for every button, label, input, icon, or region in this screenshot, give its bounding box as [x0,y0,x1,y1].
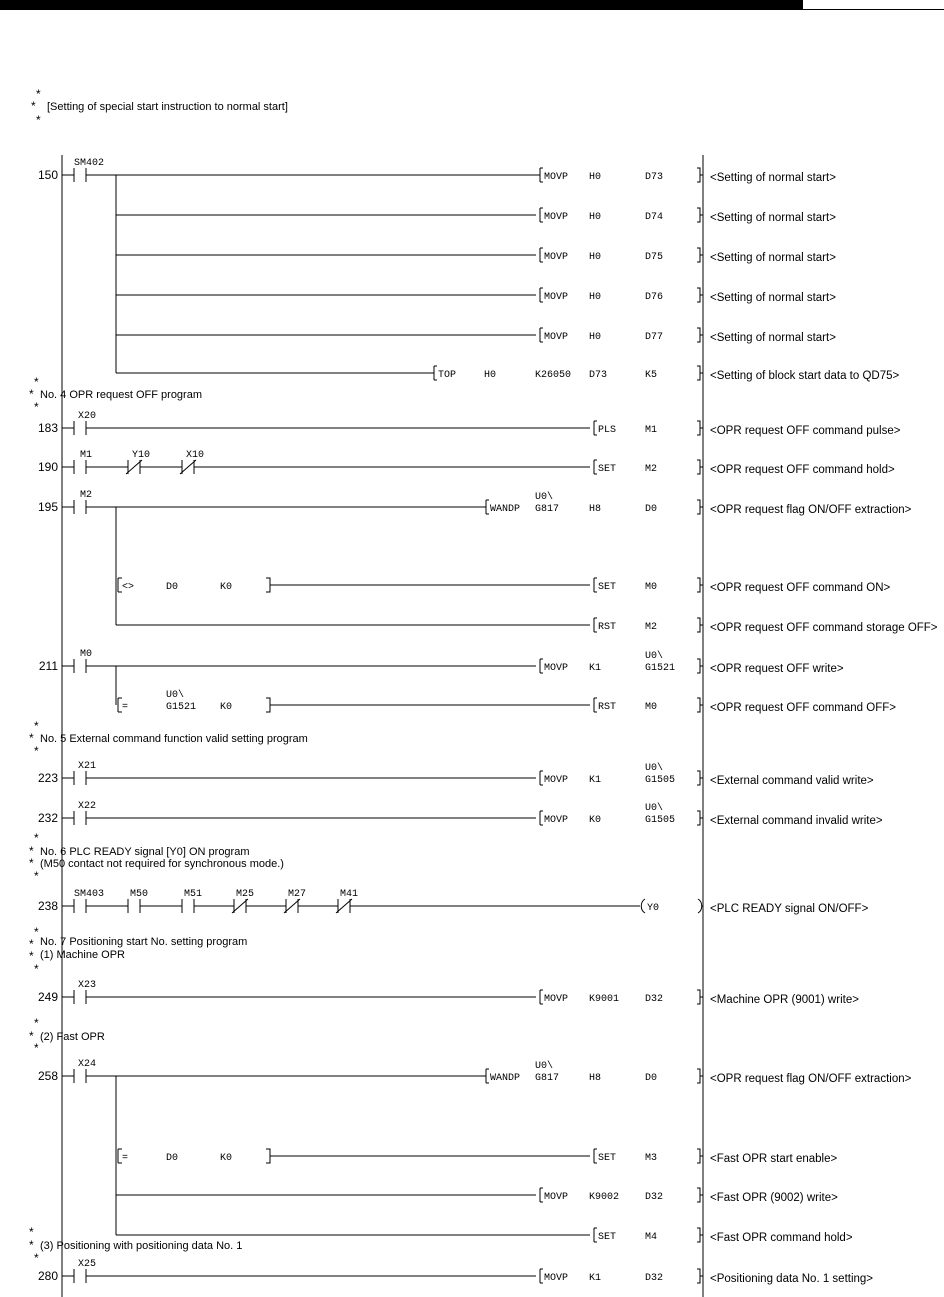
svg-text:RST: RST [598,702,617,713]
svg-text:*: * [34,1251,39,1265]
contact-label: X22 [78,801,97,812]
svg-text:*: * [29,731,34,745]
svg-text:D76: D76 [645,292,664,303]
svg-text:*: * [34,744,39,758]
svg-text:K0: K0 [589,815,602,826]
svg-text:D75: D75 [645,252,664,263]
svg-text:TOP: TOP [438,370,457,381]
svg-text:D73: D73 [645,172,664,183]
svg-text:M3: M3 [645,1153,658,1164]
svg-text:*: * [36,87,41,101]
no-contact [74,168,86,182]
contact-label: Y10 [132,450,151,461]
svg-text:D32: D32 [645,994,664,1005]
svg-text:K0: K0 [220,702,233,713]
svg-text:M2: M2 [645,622,658,633]
svg-text:D0: D0 [166,582,179,593]
svg-text:K1: K1 [589,775,602,786]
svg-text:*: * [34,1016,39,1030]
svg-text:M1: M1 [645,425,658,436]
svg-text:K0: K0 [220,1153,233,1164]
step-number: 211 [38,659,58,673]
comment-text: (1) Machine OPR [40,949,125,961]
contact-label: SM403 [74,889,105,900]
instruction-block [540,288,836,304]
instruction-block [540,208,836,224]
svg-text:G1521: G1521 [645,663,676,674]
instruction-block [594,698,896,714]
contact-label: M27 [288,889,307,900]
contact-label: M25 [236,889,255,900]
svg-text:WANDP: WANDP [490,1073,521,1084]
instruction-block [540,248,836,264]
contact-label: X25 [78,1259,97,1270]
no-contact [74,659,86,673]
no-contact [74,500,86,514]
svg-text:<OPR request OFF command ON>: <OPR request OFF command ON> [710,582,891,594]
svg-text:<Fast OPR (9002) write>: <Fast OPR (9002) write> [710,1192,838,1204]
svg-text:<External command valid write>: <External command valid write> [710,775,874,787]
nc-contact [284,899,300,913]
step-number: 280 [37,1269,58,1283]
contact-labels [74,158,358,1270]
no-contact [182,899,194,913]
instruction-block [540,650,844,675]
svg-text:U0\: U0\ [645,651,664,662]
instruction-block [540,762,874,787]
svg-text:G817: G817 [535,1073,560,1084]
svg-text:=: = [122,702,129,713]
contact-label: X10 [186,450,205,461]
step-numbers [38,168,58,1283]
svg-text:SET: SET [598,1153,617,1164]
comment-text: No. 4 OPR request OFF program [40,389,202,401]
instruction-block [594,618,938,634]
svg-text:MOVP: MOVP [544,1273,569,1284]
svg-text:*: * [34,962,39,976]
svg-text:Y0: Y0 [647,903,660,914]
nc-contact [180,460,196,474]
contact-label: X21 [78,761,97,772]
step-number: 249 [37,990,58,1004]
svg-text:*: * [34,925,39,939]
instruction-block [430,366,900,382]
svg-text:<OPR request flag ON/OFF extra: <OPR request flag ON/OFF extraction> [710,504,912,516]
contact-label: M1 [80,450,93,461]
svg-text:*: * [29,1238,34,1252]
svg-text:MOVP: MOVP [544,332,569,343]
svg-text:<OPR request OFF command hold>: <OPR request OFF command hold> [710,464,895,476]
no-contact [74,1269,86,1283]
svg-text:D32: D32 [645,1192,664,1203]
svg-text:U0\: U0\ [645,803,664,814]
svg-text:*: * [34,375,39,389]
svg-text:MOVP: MOVP [544,1192,569,1203]
svg-text:H0: H0 [589,212,602,223]
svg-text:U0\: U0\ [535,1061,554,1072]
svg-text:<External command invalid writ: <External command invalid write> [710,815,883,827]
step-number: 232 [37,811,58,825]
comment-text: (3) Positioning with positioning data No. 1 [40,1240,243,1252]
svg-text:MOVP: MOVP [544,212,569,223]
svg-text:<Positioning data No. 1 settin: <Positioning data No. 1 setting> [710,1273,874,1285]
svg-text:U0\: U0\ [166,690,185,701]
svg-text:*: * [29,937,34,951]
svg-text:D73: D73 [589,370,608,381]
svg-text:<OPR request OFF command pulse: <OPR request OFF command pulse> [710,425,901,437]
svg-text:*: * [34,719,39,733]
svg-text:D0: D0 [645,504,658,515]
comment-text: [Setting of special start instruction to normal start] [47,101,288,113]
comment-text: (M50 contact not required for synchronous mode.) [40,858,284,870]
comment-text: (2) Fast OPR [40,1031,105,1043]
contact-label: X24 [78,1059,97,1070]
svg-text:<PLC READY signal ON/OFF>: <PLC READY signal ON/OFF> [710,903,869,915]
svg-text:D74: D74 [645,212,664,223]
svg-text:MOVP: MOVP [544,292,569,303]
svg-text:MOVP: MOVP [544,252,569,263]
svg-text:<>: <> [122,582,135,593]
svg-text:H8: H8 [589,1073,602,1084]
no-contact [74,771,86,785]
svg-text:D0: D0 [166,1153,179,1164]
contact-label: M50 [130,889,149,900]
svg-text:<Setting of normal start>: <Setting of normal start> [710,292,836,304]
instruction-block [540,1269,873,1285]
instruction-block [540,990,859,1006]
svg-text:D32: D32 [645,1273,664,1284]
svg-text:*: * [29,844,34,858]
svg-text:D0: D0 [645,1073,658,1084]
svg-text:*: * [34,831,39,845]
svg-text:*: * [34,869,39,883]
svg-text:H0: H0 [589,252,602,263]
svg-text:H0: H0 [589,172,602,183]
instruction-block [540,802,883,827]
instruction-block [536,168,836,184]
svg-text:G1521: G1521 [166,702,197,713]
comment-asterisks [29,87,41,1265]
svg-text:H8: H8 [589,504,602,515]
no-contact [74,899,86,913]
svg-text:<OPR request OFF write>: <OPR request OFF write> [710,663,844,675]
rail-end-marker [0,0,12,3]
svg-text:SET: SET [598,1232,617,1243]
svg-text:*: * [29,1225,34,1239]
compare-contact [118,1149,270,1164]
svg-text:SET: SET [598,464,617,475]
svg-text:MOVP: MOVP [544,994,569,1005]
svg-text:*: * [29,856,34,870]
svg-text:<Fast OPR command hold>: <Fast OPR command hold> [710,1232,853,1244]
contact-label: M51 [184,889,203,900]
svg-text:<Setting of normal start>: <Setting of normal start> [710,252,836,264]
svg-text:K9001: K9001 [589,994,620,1005]
no-contact [74,990,86,1004]
svg-text:WANDP: WANDP [490,504,521,515]
svg-text:<Setting of normal start>: <Setting of normal start> [710,212,836,224]
svg-text:*: * [34,1041,39,1055]
svg-text:M4: M4 [645,1232,658,1243]
contact-label: X20 [78,411,97,422]
svg-text:<Setting of normal start>: <Setting of normal start> [710,172,836,184]
svg-text:M2: M2 [645,464,658,475]
coil-block [641,899,868,915]
svg-text:M0: M0 [645,702,658,713]
no-contact [128,899,140,913]
contact-label: M41 [340,889,359,900]
svg-text:G817: G817 [535,504,560,515]
step-number: 150 [37,168,58,182]
svg-text:G1505: G1505 [645,775,676,786]
nc-contact [126,460,142,474]
contact-label: SM402 [74,158,105,169]
svg-text:*: * [34,400,39,414]
svg-text:<Setting of normal start>: <Setting of normal start> [710,332,836,344]
instruction-block [482,1060,912,1085]
contact-label: M0 [80,649,93,660]
comment-text: No. 7 Positioning start No. setting program [40,936,248,948]
svg-text:RST: RST [598,622,617,633]
svg-text:*: * [29,387,34,401]
svg-text:K5: K5 [645,370,658,381]
compare-contact [118,578,270,593]
instruction-block [540,1188,838,1204]
svg-text:=: = [122,1153,129,1164]
instruction-block [594,460,895,476]
svg-text:MOVP: MOVP [544,663,569,674]
svg-text:MOVP: MOVP [544,172,569,183]
svg-text:H0: H0 [589,292,602,303]
svg-text:MOVP: MOVP [544,815,569,826]
svg-text:SET: SET [598,582,617,593]
step-number: 190 [37,460,58,474]
svg-text:K1: K1 [589,663,602,674]
svg-text:U0\: U0\ [645,763,664,774]
step-number: 258 [37,1069,58,1083]
svg-text:<OPR request OFF command stora: <OPR request OFF command storage OFF> [710,622,938,634]
comment-text: No. 6 PLC READY signal [Y0] ON program [40,846,250,858]
contact-label: X23 [78,980,97,991]
instruction-block [594,578,891,594]
instruction-block [540,328,836,344]
instruction-block [594,1149,837,1165]
svg-text:K9002: K9002 [589,1192,620,1203]
instruction-block [482,491,912,516]
svg-text:U0\: U0\ [535,492,554,503]
svg-text:<Machine OPR (9001) write>: <Machine OPR (9001) write> [710,994,859,1006]
svg-text:*: * [29,1029,34,1043]
svg-text:M0: M0 [645,582,658,593]
no-contact [74,811,86,825]
svg-text:K0: K0 [220,582,233,593]
svg-text:<Fast OPR start enable>: <Fast OPR start enable> [710,1153,838,1165]
svg-text:MOVP: MOVP [544,775,569,786]
svg-text:*: * [31,99,36,113]
no-contact [74,421,86,435]
svg-text:*: * [36,113,41,127]
step-number: 223 [37,771,58,785]
step-number: 238 [37,899,58,913]
svg-text:PLS: PLS [598,425,617,436]
compare-contact [118,689,270,713]
svg-text:H0: H0 [589,332,602,343]
svg-text:*: * [29,949,34,963]
svg-text:K26050: K26050 [535,370,572,381]
instruction-block [594,421,901,437]
svg-text:D77: D77 [645,332,664,343]
svg-text:<OPR request flag ON/OFF extra: <OPR request flag ON/OFF extraction> [710,1073,912,1085]
step-number: 195 [37,500,58,514]
step-number: 183 [37,421,58,435]
contact-label: M2 [80,490,93,501]
instruction-block [594,1228,853,1244]
svg-text:K1: K1 [589,1273,602,1284]
nc-contact [232,899,248,913]
no-contact [74,1069,86,1083]
svg-text:<Setting of block start data t: <Setting of block start data to QD75> [710,370,900,382]
comment-text: No. 5 External command function valid setting program [40,733,308,745]
nc-contact [336,899,352,913]
svg-text:<OPR request OFF command OFF>: <OPR request OFF command OFF> [710,702,896,714]
svg-text:H0: H0 [484,370,497,381]
svg-text:G1505: G1505 [645,815,676,826]
no-contact [74,460,86,474]
